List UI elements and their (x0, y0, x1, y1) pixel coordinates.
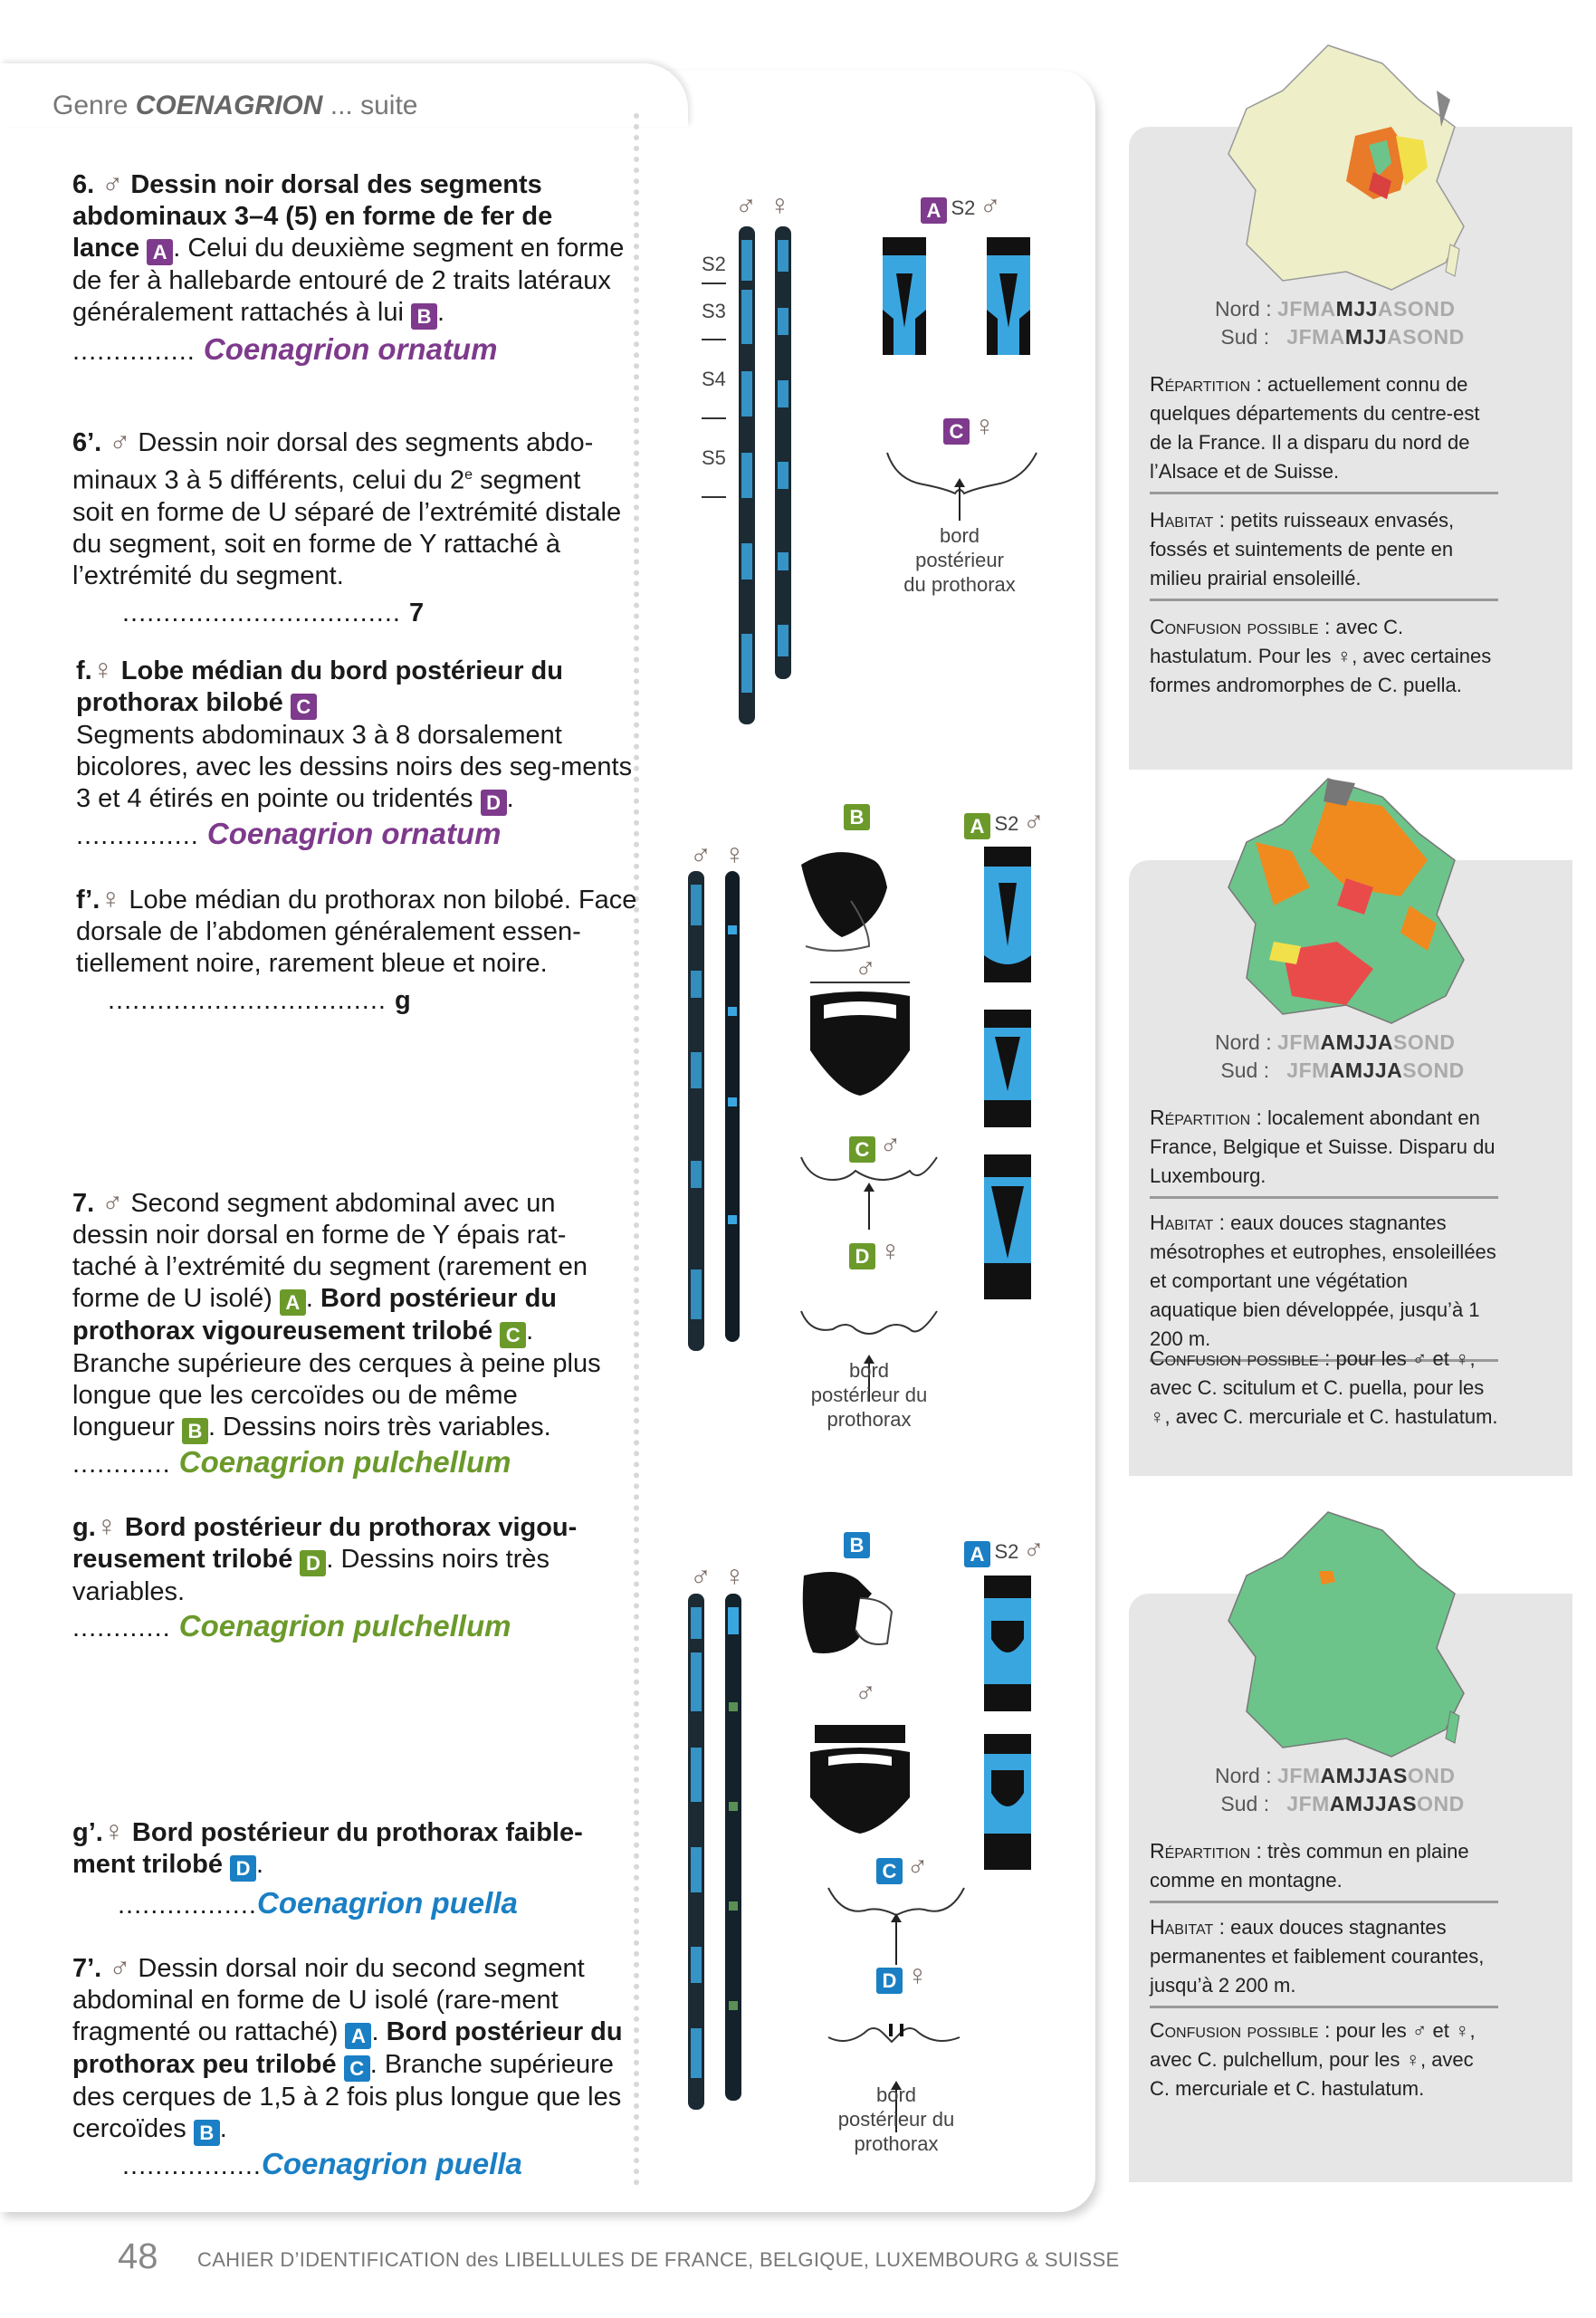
fig2-caption: bord postérieur du prothorax (810, 1359, 928, 1431)
fig2-symbols: ♂ ♀ (690, 838, 746, 870)
key-6-prime: 6’. ♂ Dessin noir dorsal des segments abdo-minaux 3 à 5 différents, celui du 2e segment soit en forme de U séparé de l’extrémité distale du segment, soit en forme de Y rattaché à l’extrémité du segment. .................................. 7 (72, 425, 622, 627)
footer-title: CAHIER D’IDENTIFICATION des LIBELLULES DE FRANCE, BELGIQUE, LUXEMBOURG & SUISSE (197, 2248, 1120, 2271)
page-number: 48 (118, 2237, 158, 2276)
fig3-appendages (797, 1571, 923, 1861)
fig3-b-label: B (844, 1532, 870, 1558)
fig2-s2-variants (982, 847, 1037, 1317)
male-symbol: ♂ (101, 167, 124, 199)
genre-heading: Genre COENAGRION ... suite (53, 91, 418, 120)
flight-period-ornatum: Nord : JFMAMJJASOND Sud : JFMAMJJASOND (1215, 297, 1465, 349)
key-7: 7. ♂ Second segment abdominal avec un dessin noir dorsal en forme de Y épais rat-taché à l’extrémité du segment (rarement en forme de U isolé) A . Bord postérieur du prothorax vigoureusement trilobé C . Branche supérieure des cerques à peine plus longue que les cercoïdes ou de même longueur B . Dessins noirs très variables. ............ Coenagrion pulchellum (72, 1185, 601, 1479)
panel-puella (1129, 1594, 1572, 2182)
fig3-s2-variants (982, 1576, 1037, 1874)
habitat-puella: Habitat : eaux douces stagnantes permanentes et faiblement courantes, jusqu’à 2 200 m. (1150, 1912, 1498, 2008)
panel-pulchellum (1129, 860, 1572, 1476)
fig1-a-label: A S2 ♂ (921, 188, 1001, 224)
map-france-ornatum (1219, 36, 1491, 308)
fig2-male-symbol: ♂ (855, 951, 876, 983)
species-ornatum: Coenagrion ornatum (203, 333, 498, 366)
fig2-a-label: A S2 ♂ (964, 804, 1045, 839)
fig1-symbols: ♂ ♀ (735, 188, 791, 221)
fig3-d-label: D ♀ (876, 1959, 928, 1994)
confusion-ornatum: Confusion possible : avec C. hastulatum. Pour les ♀, avec certaines formes andromorphes de C. puella. (1150, 615, 1492, 696)
confusion-puella: Confusion possible : pour les ♂ et ♀, avec C. pulchellum, pour les ♀, avec C. mercuriale et C. hastulatum. (1150, 2018, 1476, 2100)
fig1-s2-segments (878, 237, 1041, 364)
fig3-a-label: A S2 ♂ (964, 1532, 1045, 1567)
fig1-caption: bord postérieur du prothorax (903, 524, 1016, 596)
key-g: g.♀ Bord postérieur du prothorax vigou-reusement trilobé D . Dessins noirs très variables. ............ Coenagrion pulchellum (72, 1509, 578, 1643)
fig1-prothorax-outline (883, 435, 1041, 525)
key-f-prime: f’.♀ Lobe médian du prothorax non bilobé. Face dorsale de l’abdomen généralement essen-tiellement noire, rarement bleue et noire. .................................. g (76, 882, 637, 1015)
fig1-abdomen-drawings (733, 226, 806, 733)
fig2-d-label: D ♀ (849, 1234, 901, 1269)
repartition-pulchellum: Répartition : localement abondant en France, Belgique et Suisse. Disparu du Luxembourg. (1150, 1103, 1498, 1199)
key-6: 6. ♂ Dessin noir dorsal des segments abdominaux 3–4 (5) en forme de fer de lance A . Celui du deuxième segment en forme de fer à hallebarde entouré de 2 traits latéraux généralement rattachés à lui B . ............... Coenagrion ornatum (72, 167, 625, 366)
badge-a: A (147, 239, 173, 265)
habitat-pulchellum: Habitat : eaux douces stagnantes mésotrophes et eutrophes, ensoleillées et comportant une végétation aquatique bien développée, jusqu’à 1 200 m. (1150, 1208, 1498, 1362)
fig1-c-label: C ♀ (943, 409, 995, 445)
key-g-prime: g’.♀ Bord postérieur du prothorax faible-ment trilobé D . .................Coenagrion puella (72, 1815, 583, 1920)
repartition-ornatum: Répartition : actuellement connu de quelques départements du centre-est de la France. Il a disparu du nord de l’Alsace et de Suisse. (1150, 369, 1498, 494)
fig3-abdomen-drawings (683, 1594, 756, 2119)
column-divider (634, 113, 639, 2187)
flight-period-pulchellum: Nord : JFMAMJJASOND Sud : JFMAMJJASOND (1215, 1030, 1465, 1082)
key-f: f.♀ Lobe médian du bord postérieur du prothorax bilobé C Segments abdominaux 3 à 8 dorsalement bicolores, avec les dessins noirs des seg-ments 3 et 4 étirés en pointe ou tridentés D . ............... Coenagrion ornatum (76, 653, 633, 850)
map-france-pulchellum (1219, 770, 1491, 1041)
fig2-appendages (797, 847, 923, 1136)
fig2-b-label: B (844, 804, 870, 830)
map-france-puella (1219, 1503, 1491, 1775)
panel-ornatum (1129, 127, 1572, 770)
fig3-male-symbol: ♂ (855, 1675, 876, 1708)
fig2-abdomen-drawings (683, 871, 756, 1360)
fig3-caption: bord postérieur du prothorax (837, 2083, 955, 2155)
fig3-c-label: C ♂ (876, 1849, 928, 1884)
badge-b: B (411, 303, 437, 330)
repartition-puella: Répartition : très commun en plaine comme en montagne. (1150, 1836, 1498, 1903)
flight-period-puella: Nord : JFMAMJJASOND Sud : JFMAMJJASOND (1215, 1764, 1465, 1815)
segment-labels: S2 S3 S4 S5 (702, 246, 726, 498)
fig3-symbols: ♂ ♀ (690, 1559, 746, 1592)
fig2-c-label: C ♂ (849, 1127, 901, 1163)
habitat-ornatum: Habitat : petits ruisseaux envasés, fossés et suintements de pente en milieu prairial ensoleillé. (1150, 505, 1498, 601)
confusion-pulchellum: Confusion possible : pour les ♂ et ♀, avec C. scitulum et C. puella, pour les ♀, avec C. mercuriale et C. hastulatum. (1150, 1346, 1498, 1428)
key-7-prime: 7’. ♂ Dessin dorsal noir du second segment abdominal en forme de U isolé (rare-ment fragmenté ou rattaché) A . Bord postérieur du prothorax peu trilobé C . Branche supérieure des cerques de 1,5 à 2 fois plus longue que les cercoïdes B . .................Coenagrion puella (72, 1950, 623, 2180)
